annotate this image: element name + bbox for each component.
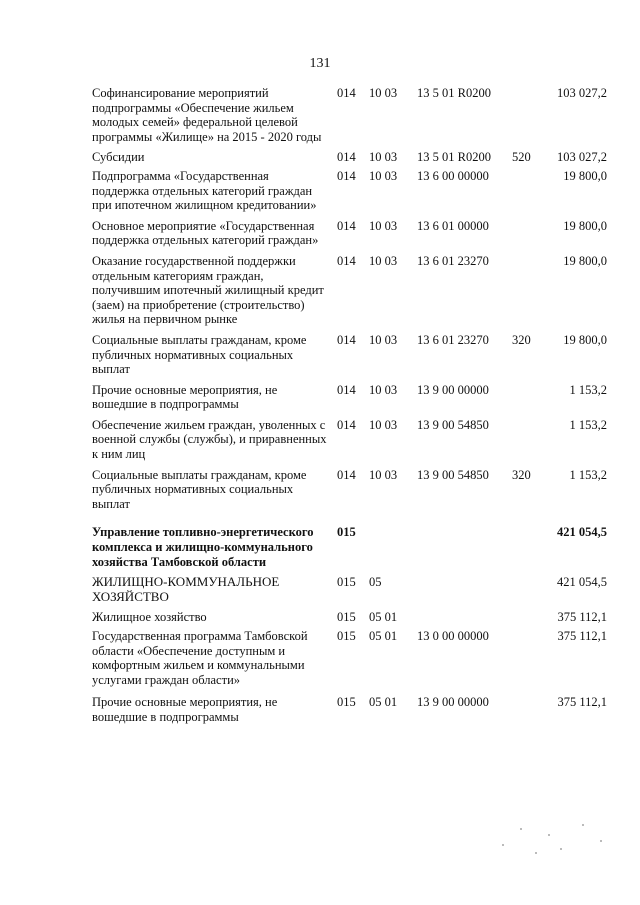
row-target-code: 13 6 01 00000 <box>417 218 489 233</box>
row-amount: 103 027,2 <box>557 86 607 100</box>
row-section-code: 10 03 <box>369 467 398 482</box>
row-name: Софинансирование мероприятий подпрограммы «Обеспечение жильем молодых семей» федеральной целевой программы «Жилище» на 2015 - 2020 годы <box>92 86 322 144</box>
row-expense-type: 520 <box>512 150 531 165</box>
row-amount: 19 800,0 <box>563 168 607 183</box>
row-amount: 19 800,0 <box>563 253 607 268</box>
row-section-code: 10 03 <box>369 86 398 100</box>
row-ministry-code: 015 <box>337 695 356 710</box>
table-row <box>0 468 640 512</box>
row-name: Государственная программа Тамбовской области «Обеспечение доступным и комфортным жильем и коммунальными услугами граждан области» <box>92 629 308 687</box>
table-row <box>0 150 640 165</box>
row-ministry-code: 014 <box>337 253 356 268</box>
row-ministry-code: 015 <box>337 575 356 590</box>
row-name: Обеспечение жильем граждан, уволенных с военной службы (службы), и приравненных к ним лиц <box>92 417 327 462</box>
row-name: Основное мероприятие «Государственная поддержка отдельных категорий граждан» <box>92 218 319 248</box>
row-name: Прочие основные мероприятия, не вошедшие в подпрограммы <box>92 382 278 412</box>
row-ministry-code: 014 <box>337 150 356 165</box>
table-row <box>0 629 640 687</box>
row-name: Подпрограмма «Государственная поддержка отдельных категорий граждан при ипотечном жилищном кредитовании» <box>92 168 317 213</box>
row-section-code: 10 03 <box>369 150 398 165</box>
row-section-code: 10 03 <box>369 382 398 397</box>
row-amount: 375 112,1 <box>557 629 607 643</box>
row-ministry-code: 014 <box>337 218 356 233</box>
row-target-code: 13 5 01 R0200 <box>417 86 491 100</box>
row-name: ЖИЛИЩНО-КОММУНАЛЬНОЕ ХОЗЯЙСТВО <box>92 574 280 604</box>
row-amount: 375 112,1 <box>557 695 607 710</box>
row-ministry-code: 014 <box>337 332 356 347</box>
row-name: Оказание государственной поддержки отдельным категориям граждан, получившим ипотечный жилищный кредит (заем) на приобретение (строительство) жилья на первичном рынке <box>92 253 324 327</box>
scan-noise <box>490 820 620 860</box>
row-section-code: 10 03 <box>369 332 398 347</box>
row-ministry-code: 014 <box>337 417 356 432</box>
row-amount: 19 800,0 <box>563 218 607 233</box>
row-section-code: 05 01 <box>369 610 398 625</box>
row-target-code: 13 5 01 R0200 <box>417 150 491 165</box>
table-row <box>0 254 640 327</box>
row-name: Жилищное хозяйство <box>92 610 207 625</box>
row-ministry-code: 014 <box>337 382 356 397</box>
row-name: Социальные выплаты гражданам, кроме публичных нормативных социальных выплат <box>92 332 307 377</box>
budget-table <box>0 86 640 725</box>
row-amount: 421 054,5 <box>557 575 607 590</box>
row-target-code: 13 9 00 54850 <box>417 417 489 432</box>
row-section-code: 10 03 <box>369 417 398 432</box>
table-row <box>0 383 640 412</box>
row-amount: 103 027,2 <box>557 150 607 165</box>
row-name: Социальные выплаты гражданам, кроме публичных нормативных социальных выплат <box>92 467 307 511</box>
row-amount: 375 112,1 <box>557 610 607 625</box>
page-number: 131 <box>309 56 331 71</box>
row-amount: 19 800,0 <box>563 332 607 347</box>
row-name: Субсидии <box>92 150 145 165</box>
row-section-code: 05 01 <box>369 695 398 710</box>
row-ministry-code: 014 <box>337 86 356 100</box>
row-target-code: 13 6 01 23270 <box>417 332 489 347</box>
row-name: Прочие основные мероприятия, не вошедшие в подпрограммы <box>92 695 278 724</box>
table-row <box>0 219 640 248</box>
row-target-code: 13 9 00 00000 <box>417 695 489 710</box>
row-ministry-code: 015 <box>337 629 356 643</box>
row-section-code: 10 03 <box>369 218 398 233</box>
row-target-code: 13 9 00 00000 <box>417 382 489 397</box>
row-expense-type: 320 <box>512 332 531 347</box>
table-row <box>0 86 640 144</box>
row-amount: 1 153,2 <box>569 417 607 432</box>
row-ministry-code: 015 <box>337 610 356 625</box>
row-section-code: 10 03 <box>369 168 398 183</box>
row-expense-type: 320 <box>512 467 531 482</box>
row-target-code: 13 6 01 23270 <box>417 253 489 268</box>
row-section-code: 10 03 <box>369 253 398 268</box>
table-row <box>0 418 640 462</box>
row-amount: 1 153,2 <box>569 382 607 397</box>
row-ministry-code: 015 <box>337 525 356 540</box>
row-amount: 421 054,5 <box>557 525 607 540</box>
row-section-code: 05 <box>369 575 382 590</box>
row-section-code: 05 01 <box>369 629 398 643</box>
row-ministry-code: 014 <box>337 168 356 183</box>
row-target-code: 13 9 00 54850 <box>417 467 489 482</box>
table-row-section <box>0 575 640 604</box>
table-row-department <box>0 525 640 569</box>
table-row <box>0 169 640 213</box>
row-target-code: 13 6 00 00000 <box>417 168 489 183</box>
row-ministry-code: 014 <box>337 467 356 482</box>
row-name: Управление топливно-энергетического комплекса и жилищно-коммунального хозяйства Тамбовской области <box>92 525 314 569</box>
row-amount: 1 153,2 <box>569 467 607 482</box>
table-row <box>0 695 640 724</box>
table-row <box>0 333 640 377</box>
table-row <box>0 610 640 625</box>
row-target-code: 13 0 00 00000 <box>417 629 489 643</box>
